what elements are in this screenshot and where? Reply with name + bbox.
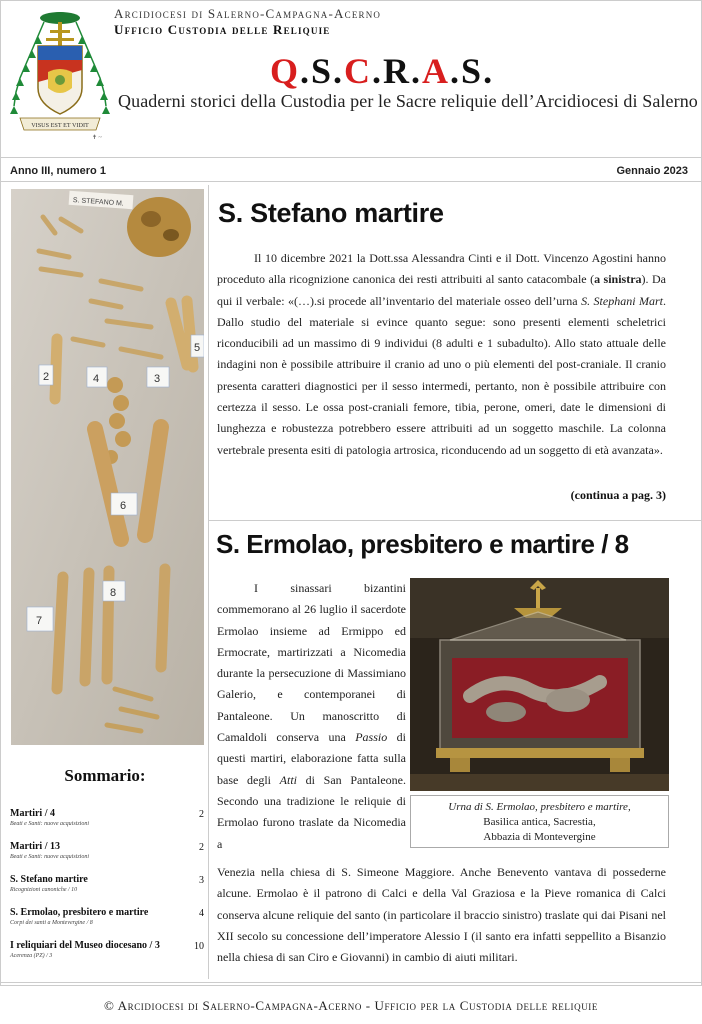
toc-item[interactable]: Martiri / 4 Beati e Santi: nuove acquisizioni 2 <box>10 808 204 827</box>
issue-date: Gennaio 2023 <box>616 165 688 177</box>
svg-text:✝ ~: ✝ ~ <box>92 135 102 141</box>
table-of-contents-title: Sommario: <box>64 766 146 785</box>
office-name: Ufficio Custodia delle Reliquie <box>114 22 331 37</box>
footer-divider <box>0 982 702 983</box>
table-of-contents <box>10 808 206 973</box>
masthead <box>0 0 702 158</box>
publication-subtitle: Quaderni storici della Custodia per le Sacre reliquie dell’Arcidiocesi di Salerno <box>118 91 698 111</box>
svg-text:S. STEFANO M.: S. STEFANO M. <box>72 197 124 208</box>
issue-number: Anno III, numero 1 <box>10 165 106 177</box>
reliquary-photo <box>410 578 669 791</box>
publication-acronym: Q.S.C.R.A.S. <box>270 51 495 91</box>
svg-text:7: 7 <box>36 615 43 627</box>
svg-text:8: 8 <box>110 587 117 599</box>
article-body-ermolao-intro: I sinassari bizantini commemorano al 26 luglio il sacerdote Ermolao insieme ad Ermippo ed Ermocrate, martirizzati a Nicomedia durante la persecuzione di Massimiano Galerio, e contemporanei di Pantaleone. Un manoscritto di Camaldoli conserva una Passio di questi martiri, elaborazione fatta sulla base degli Atti di San Pantaleone. Secondo una tradizione le reliquie di Ermolao furono traslate da Nicomedia a <box>217 581 406 851</box>
toc-item[interactable]: S. Ermolao, presbitero e martire Corpi dei santi a Montevergine / 8 4 <box>10 907 204 926</box>
article-body-stefano: Il 10 dicembre 2021 la Dott.ssa Alessandra Cinti e il Dott. Vincenzo Agostini hanno proceduto alla ricognizione canonica dei resti attribuiti al santo catacombale (a sinistra). Da qui il verbale: «(…).si procede all’inventario del materiale osseo dell’urna S. Stephani Mart. Dallo studio del materiale si evince quanto segue: sono presenti elementi scheletrici riconducibili ad un massimo di 9 individui (8 adulti e 1 subadulto). Allo stato attuale delle indagini non è possibile attribuire il cranio ad uno o più elementi del post-craniale. Il cranio presenta caratteri diagnostici per il sesso intermedi, pertanto, non è possibile attribuire con certezza il sesso. Le ossa post-craniali femore, tibia, perone, omeri, date le dimensioni di lunghezza e robustezza potrebbero essere attribuiti ad un soggetto maschile. La colonna vertebrale presenta esiti di patologia artrosica, riconducendo ad un soggetto di età avanzata». <box>217 251 666 457</box>
article-body-ermolao-continued: Venezia nella chiesa di S. Simeone Maggiore. Anche Benevento vantava di possederne alcune. Ermolao è il patrono di Calci e della Val Graziosa e la Pieve romanica di Calci conserva alcune reliquie del santo (in particolare il braccio sinistro) traslate qui dai Pisani nel XII secolo su concessione dell’imperatore Alessio I (il santo era infatti seppellito a Bisanzio nella chiesa di san Ciro e Giovanni) in cambio di aiuti militari. <box>217 865 666 965</box>
column-divider <box>208 185 209 979</box>
diocese-name: Arcidiocesi di Salerno-Campagna-Acerno <box>114 6 382 21</box>
article-separator <box>209 520 702 521</box>
svg-text:4: 4 <box>93 373 100 385</box>
toc-item[interactable]: Martiri / 13 Beati e Santi: nuove acquisizioni 2 <box>10 841 204 860</box>
continued-link[interactable]: (continua a pag. 3) <box>570 488 666 502</box>
article-title-stefano: S. Stefano martire <box>218 198 444 228</box>
issue-bar <box>0 160 702 182</box>
article-title-ermolao: S. Ermolao, presbitero e martire / 8 <box>216 529 629 559</box>
urn-image <box>410 578 669 791</box>
relics-photo <box>11 189 204 745</box>
svg-text:6: 6 <box>120 500 127 512</box>
svg-text:5: 5 <box>194 342 201 354</box>
toc-item[interactable]: I reliquiari del Museo diocesano / 3 Acerenza (PZ) / 3 10 <box>10 940 204 959</box>
skeletal-remains-image <box>11 189 204 745</box>
toc-item[interactable]: S. Stefano martire Ricognizioni canoniche / 10 3 <box>10 874 204 893</box>
footer-copyright: © Arcidiocesi di Salerno-Campagna-Acerno - Ufficio per la Custodia delle reliquie <box>104 998 598 1013</box>
photo-caption: Urna di S. Ermolao, presbitero e martire, Basilica antica, Sacrestia, Abbazia di Montevergine <box>410 795 669 848</box>
svg-text:3: 3 <box>154 373 161 385</box>
crest-motto: VISUS EST ET VIDIT <box>31 122 89 129</box>
svg-text:2: 2 <box>43 371 50 383</box>
archbishop-coat-of-arms <box>8 6 112 142</box>
